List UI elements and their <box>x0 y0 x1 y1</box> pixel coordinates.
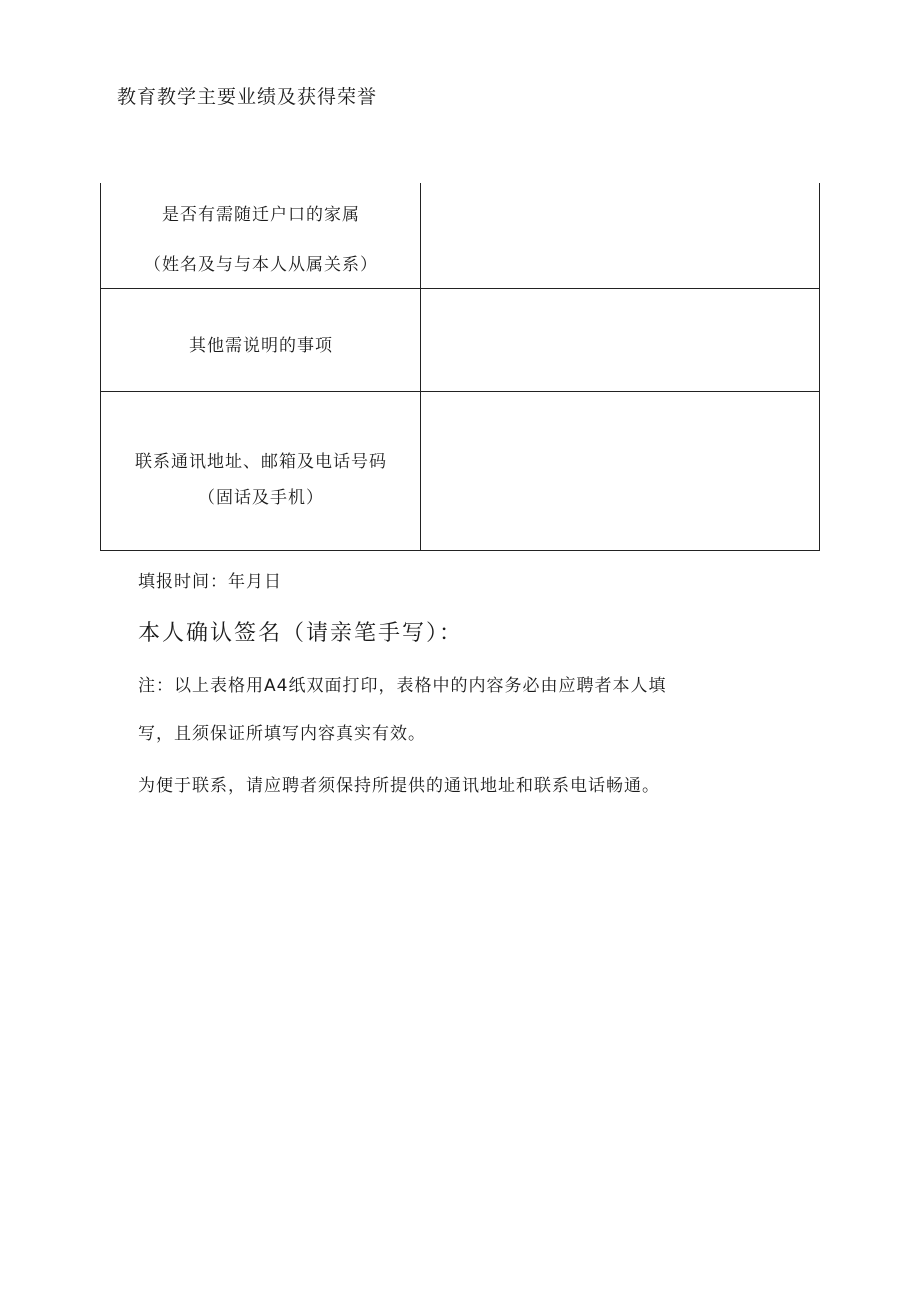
signature-line: 本人确认签名（请亲笔手写）： <box>138 621 464 646</box>
table-row-other <box>101 289 819 392</box>
note-line: 为便于联系，请应聘者须保持所提供的通讯地址和联系电话畅通。 <box>138 776 660 796</box>
section-heading: 教育教学主要业绩及获得荣誉 <box>117 86 378 108</box>
family-label: 是否有需随迁户口的家属 <box>162 205 360 225</box>
note-line: 写，且须保证所填写内容真实有效。 <box>138 724 426 744</box>
table-row-family <box>101 183 819 289</box>
label-cell-family <box>101 183 421 288</box>
label-cell-other <box>101 289 421 391</box>
note-line: 注：以上表格用A4纸双面打印，表格中的内容务必由应聘者本人填 <box>138 676 667 696</box>
fill-date-line: 填报时间：年月日 <box>138 572 282 592</box>
contact-label-note: （固话及手机） <box>198 488 324 508</box>
other-matters-value-cell[interactable] <box>421 289 819 391</box>
family-value-cell[interactable] <box>421 183 819 288</box>
other-matters-label: 其他需说明的事项 <box>189 336 333 356</box>
contact-label: 联系通讯地址、邮箱及电话号码 <box>135 452 387 472</box>
family-label-note: （姓名及与与本人从属关系） <box>144 255 378 275</box>
label-cell-contact <box>101 392 421 550</box>
info-table <box>100 183 820 551</box>
table-row-contact <box>101 392 819 550</box>
contact-value-cell[interactable] <box>421 392 819 550</box>
